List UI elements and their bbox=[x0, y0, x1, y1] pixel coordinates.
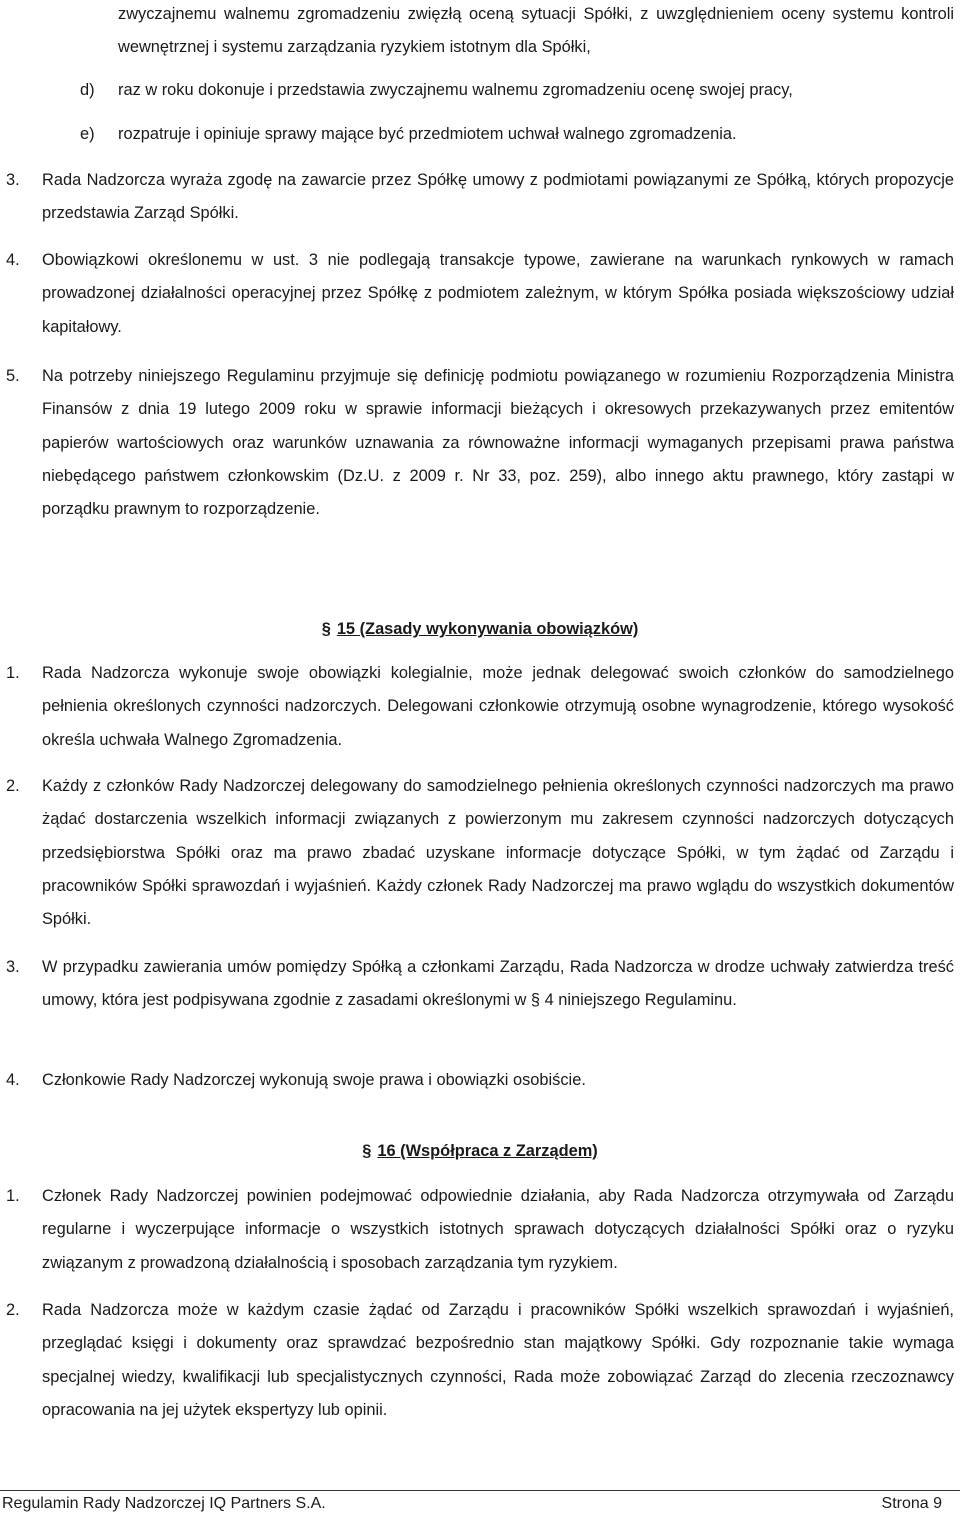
item-text: Na potrzeby niniejszego Regulaminu przyjmuje się definicję podmiotu powiązanego w rozumieniu Rozporządzenia Ministra Finansów z dnia 19 lutego 2009 roku w sprawie informacji bieżących i okresowych przekazywanych przez emitentów papierów wartościowych oraz warunków uznawania za równoważne informacji wymaganych przepisami prawa państwa niebędącego państwem członkowskim (Dz.U. z 2009 r. Nr 33, poz. 259), albo innego aktu prawnego, który zastąpi w porządku prawnym to rozporządzenie. bbox=[42, 367, 954, 519]
section15-item-3 bbox=[6, 951, 954, 1018]
section-title: 16 (Współpraca z Zarządem) bbox=[377, 1142, 598, 1160]
section16-item-1 bbox=[6, 1180, 954, 1280]
footer-document-title: Regulamin Rady Nadzorczej IQ Partners S.A. bbox=[2, 1495, 326, 1512]
item-label: 3. bbox=[6, 171, 20, 189]
paragraph-symbol: § bbox=[321, 620, 331, 638]
item-text: Członkowie Rady Nadzorczej wykonują swoje prawa i obowiązki osobiście. bbox=[42, 1071, 586, 1089]
item-label: 1. bbox=[6, 1187, 20, 1205]
section14-item-4 bbox=[6, 244, 954, 344]
item-text: Członek Rady Nadzorczej powinien podejmować odpowiednie działania, aby Rada Nadzorcza otrzymywała od Zarządu regularne i wyczerpujące informacje o wszystkich istotnych sprawach dotyczących działalności Spółki oraz o ryzyku związanym z prowadzoną działalnością i sposobach zarządzania tym ryzykiem. bbox=[42, 1187, 954, 1272]
section15-item-1 bbox=[6, 657, 954, 757]
item-label: 4. bbox=[6, 1071, 20, 1089]
section15-item-4 bbox=[6, 1064, 954, 1097]
section-15-heading bbox=[0, 617, 960, 641]
item-label: 3. bbox=[6, 958, 20, 976]
item-text: W przypadku zawierania umów pomiędzy Spółką a członkami Zarządu, Rada Nadzorcza w drodze uchwały zatwierdza treść umowy, która jest podpisywana zgodnie z zasadami określonymi w § 4 niniejszego Regulaminu. bbox=[42, 958, 954, 1010]
item-text: Rada Nadzorcza wykonuje swoje obowiązki kolegialnie, może jednak delegować swoich członków do samodzielnego pełnienia określonych czynności nadzorczych. Delegowani członkowie otrzymują osobne wynagrodzenie, którego wysokość określa uchwała Walnego Zgromadzenia. bbox=[42, 664, 954, 749]
item-text: Rada Nadzorcza może w każdym czasie żądać od Zarządu i pracowników Spółki wszelkich sprawozdań i wyjaśnień, przeglądać księgi i dokumenty oraz sprawdzać bezpośrednio stan majątkowy Spółki. Gdy rozpoznanie takie wymaga specjalnej wiedzy, kwalifikacji lub specjalistycznych czynności, Rada może zobowiązać Zarząd do zlecenia rzeczoznawcy opracowania na jej użytek ekspertyzy lub opinii. bbox=[42, 1301, 954, 1419]
item-text: Każdy z członków Rady Nadzorczej delegowany do samodzielnego pełnienia określonych czynności nadzorczych ma prawo żądać dostarczenia wszelkich informacji związanych z powierzonym mu zakresem czynności nadzorczych dotyczących przedsiębiorstwa Spółki oraz ma prawo zbadać uzyskane informacje dotyczące Spółki, w tym żądać od Zarządu i pracowników Spółki sprawozdań i wyjaśnień. Każdy członek Rady Nadzorczej ma prawo wglądu do wszystkich dokumentów Spółki. bbox=[42, 777, 954, 929]
item-label: 4. bbox=[6, 251, 20, 269]
footer-page-number: Strona 9 bbox=[881, 1495, 942, 1512]
list-item-e bbox=[80, 118, 954, 151]
page-footer bbox=[0, 1490, 960, 1517]
list-item-d bbox=[80, 74, 954, 107]
item-label: 2. bbox=[6, 777, 20, 795]
section14-item-3 bbox=[6, 164, 954, 231]
paragraph-symbol: § bbox=[362, 1142, 372, 1160]
item-label: e) bbox=[80, 125, 95, 143]
section15-item-2 bbox=[6, 770, 954, 936]
item-text: Obowiązkowi określonemu w ust. 3 nie podlegają transakcje typowe, zawierane na warunkach rynkowych w ramach prowadzonej działalności operacyjnej przez Spółkę z podmiotem zależnym, w którym Spółka posiada większościowy udział kapitałowy. bbox=[42, 251, 954, 336]
item-label: d) bbox=[80, 81, 95, 99]
item-text: Rada Nadzorcza wyraża zgodę na zawarcie przez Spółkę umowy z podmiotami powiązanymi ze Spółką, których propozycje przedstawia Zarząd Spółki. bbox=[42, 171, 954, 223]
section16-item-2 bbox=[6, 1294, 954, 1427]
item-label: 5. bbox=[6, 367, 20, 385]
item-label: 2. bbox=[6, 1301, 20, 1319]
paragraph-text: zwyczajnemu walnemu zgromadzeniu zwięzłą oceną sytuacji Spółki, z uwzględnieniem oceny systemu kontroli wewnętrznej i systemu zarządzania ryzykiem istotnym dla Spółki, bbox=[118, 5, 954, 57]
item-text: rozpatruje i opiniuje sprawy mające być przedmiotem uchwał walnego zgromadzenia. bbox=[118, 125, 737, 143]
item-text: raz w roku dokonuje i przedstawia zwyczajnemu walnemu zgromadzeniu ocenę swojej pracy, bbox=[118, 81, 793, 99]
section14-item-5 bbox=[6, 360, 954, 526]
continuation-paragraph bbox=[118, 0, 954, 65]
section-16-heading bbox=[0, 1139, 960, 1163]
item-label: 1. bbox=[6, 664, 20, 682]
section-title: 15 (Zasady wykonywania obowiązków) bbox=[336, 620, 639, 638]
